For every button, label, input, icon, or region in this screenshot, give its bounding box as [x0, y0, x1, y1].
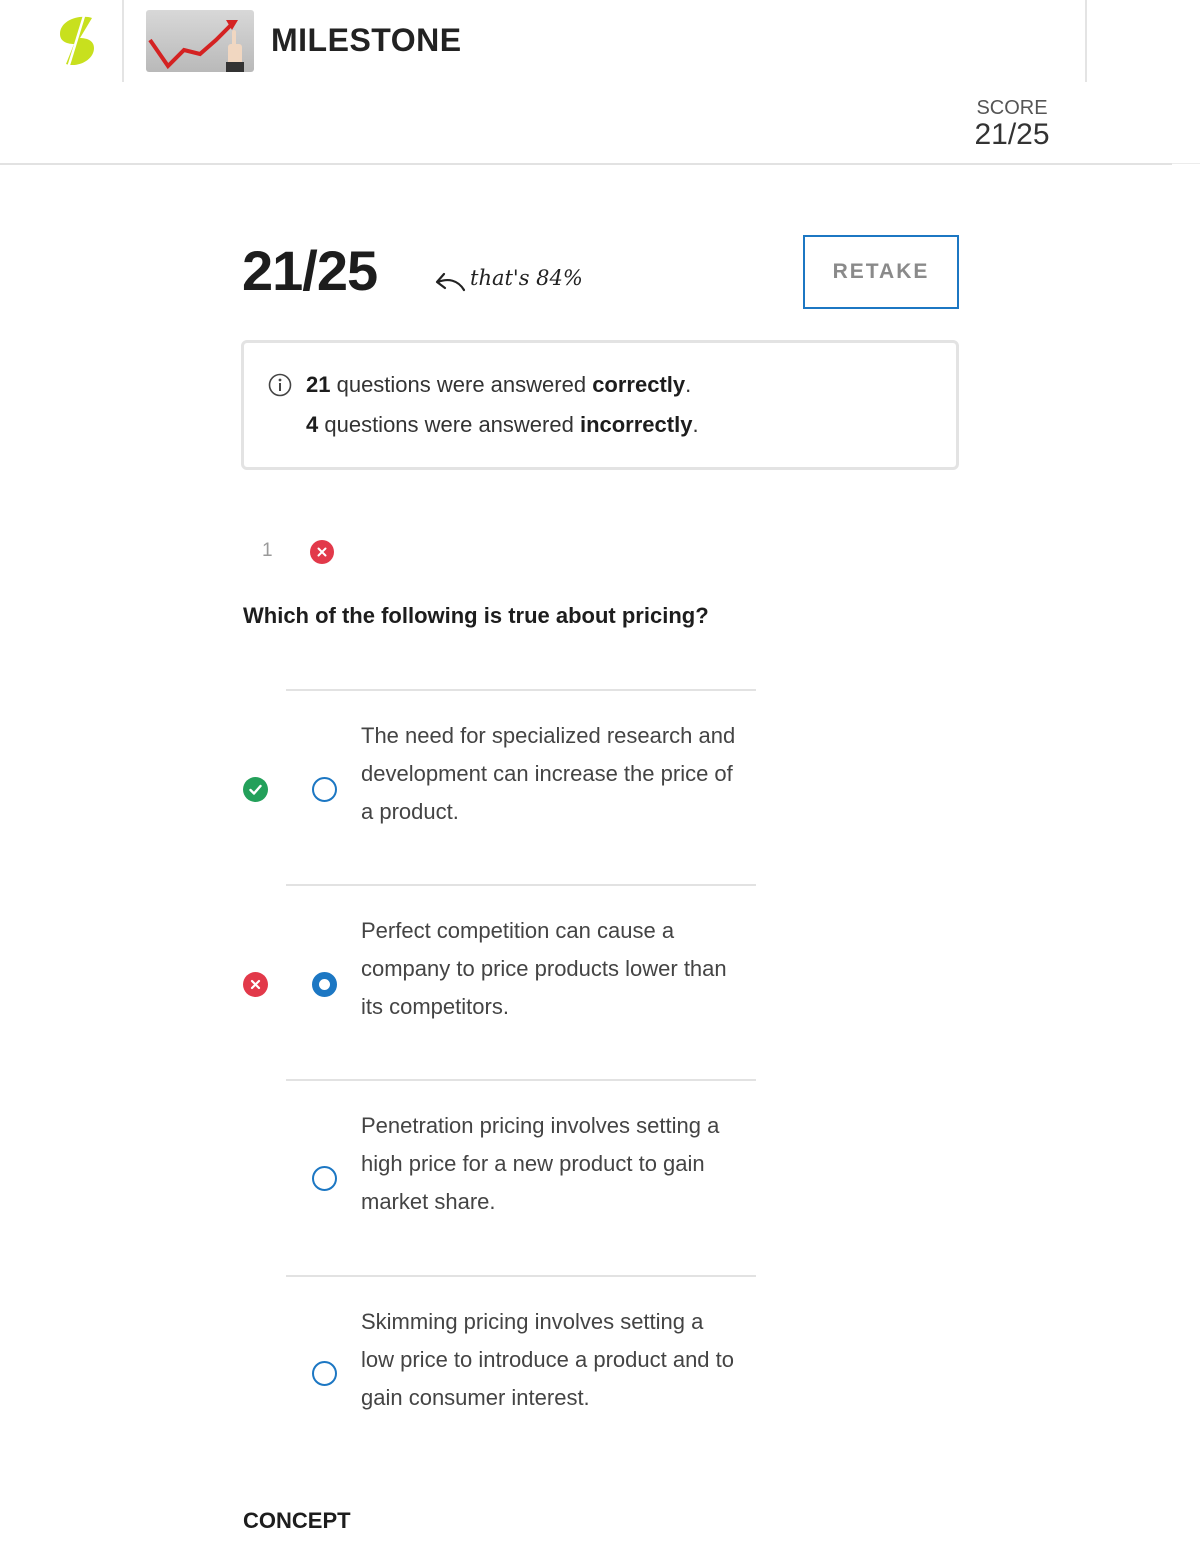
- question-text: Which of the following is true about pricing?: [243, 603, 709, 628]
- option-text[interactable]: The need for specialized research and development can increase the price of a product.: [361, 723, 736, 824]
- header-divider: [1085, 0, 1087, 82]
- correct-text: questions were answered: [330, 372, 593, 397]
- correct-word: correctly: [592, 372, 686, 397]
- option-radio-selected[interactable]: [312, 972, 337, 997]
- results-info-box: [241, 340, 959, 470]
- option-divider: [286, 1079, 756, 1081]
- incorrect-count: 4: [306, 412, 319, 437]
- period: .: [685, 372, 692, 397]
- incorrect-summary: [306, 412, 699, 438]
- correct-summary: [306, 372, 691, 398]
- option-radio[interactable]: [312, 1361, 337, 1386]
- retake-button[interactable]: RETAKE: [803, 235, 959, 309]
- header-bottom-border: [1172, 163, 1200, 164]
- sophia-logo-icon[interactable]: [52, 14, 100, 70]
- concept-heading: CONCEPT: [243, 1508, 351, 1533]
- option-divider: [286, 689, 756, 691]
- page-title: MILESTONE: [271, 22, 462, 58]
- incorrect-text: questions were answered: [318, 412, 580, 437]
- header-divider: [122, 0, 124, 82]
- score-label: SCORE: [976, 97, 1048, 119]
- x-circle-icon: [310, 540, 334, 564]
- info-icon: [268, 373, 292, 397]
- question-number: 1: [262, 540, 273, 561]
- correct-count: 21: [306, 372, 331, 397]
- big-score: 21/25: [242, 239, 378, 302]
- option-divider: [286, 1275, 756, 1277]
- option-divider: [286, 884, 756, 886]
- score-value: 21/25: [974, 118, 1050, 151]
- period: .: [692, 412, 699, 437]
- option-radio[interactable]: [312, 1166, 337, 1191]
- option-text[interactable]: Skimming pricing involves setting a low price to introduce a product and to gain consumer interest.: [361, 1309, 735, 1410]
- x-circle-icon: [243, 972, 268, 997]
- header-bottom-border: [0, 163, 1172, 165]
- check-circle-icon: [243, 777, 268, 802]
- option-text[interactable]: Penetration pricing involves setting a high price for a new product to gain market share.: [361, 1113, 720, 1214]
- option-text[interactable]: Perfect competition can cause a company to price products lower than its competitors.: [361, 918, 727, 1019]
- percent-note: that's 84%: [470, 266, 583, 290]
- option-radio[interactable]: [312, 777, 337, 802]
- incorrect-word: incorrectly: [579, 412, 693, 437]
- curved-arrow-icon: [432, 270, 466, 296]
- milestone-thumbnail: [146, 10, 254, 72]
